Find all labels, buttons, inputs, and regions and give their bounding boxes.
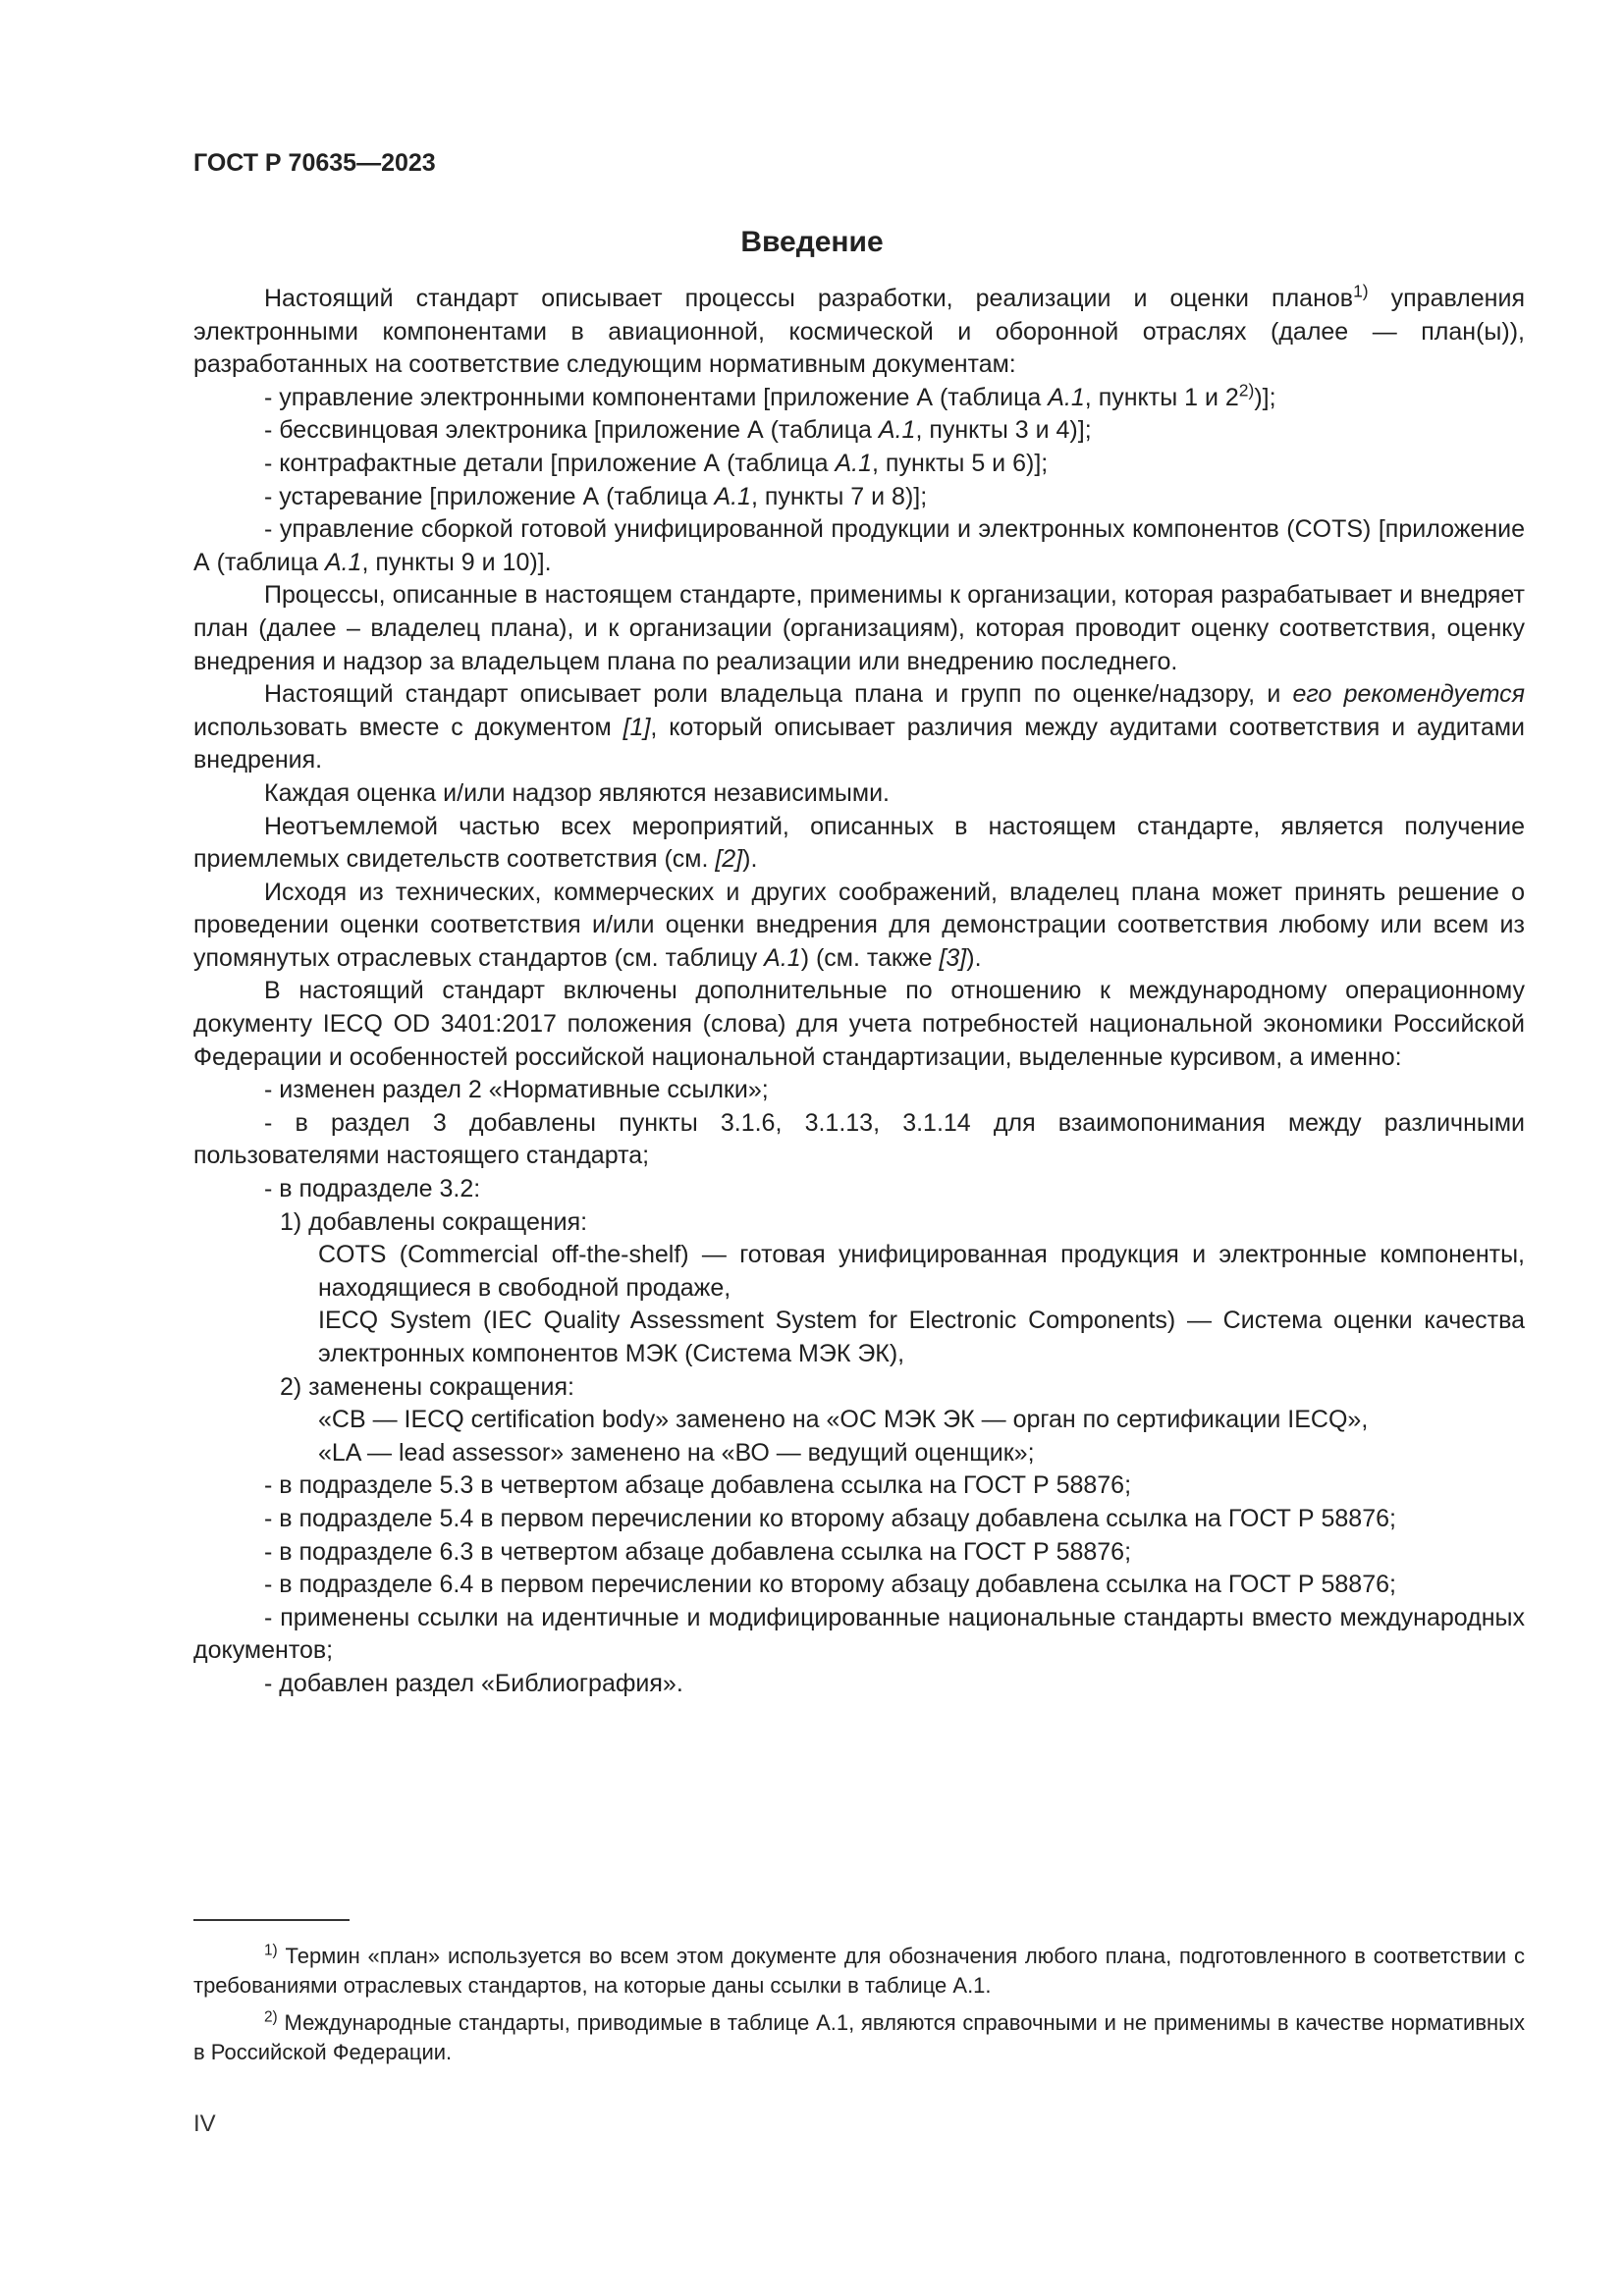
change-item: - в подразделе 5.4 в первом перечислении ко второму абзацу добавлена ссылка на ГОСТ Р 58876; xyxy=(264,1504,1396,1532)
list-item: - устаревание [приложение А (таблица А.1, пункты 7 и 8)]; xyxy=(264,482,928,510)
paragraph: Каждая оценка и/или надзор являются независимыми. xyxy=(264,778,890,807)
abbreviation-entry: IECQ System (IEC Quality Assessment System for Electronic Components) — Система оценки качества электронных компонентов МЭК (Система МЭК ЭК), xyxy=(318,1307,1525,1367)
section-title: Введение xyxy=(740,226,884,258)
table-ref: А.1 xyxy=(1048,383,1085,411)
list-item: - управление сборкой готовой унифицированной продукции и электронных компонентов (COTS) [приложение А (таблица А.1, пункты 9 и 10)]. xyxy=(193,515,1525,576)
footnote-mark: 1) xyxy=(264,1942,278,1959)
footnote: $^{2)}$ Международные стандарты, приводимые в таблице А.1, являются справочными и не применимы в качестве нормативных в Российской Федерации. xyxy=(193,2008,1525,2064)
change-item: - в подразделе 6.3 в четвертом абзаце добавлена ссылка на ГОСТ Р 58876; xyxy=(264,1537,1132,1566)
list-item: - контрафактные детали [приложение А (таблица А.1, пункты 5 и 6)]; xyxy=(264,449,1049,477)
footnotes xyxy=(193,1942,1525,2075)
paragraph: В настоящий стандарт включены дополнительные по отношению к международному операционному документу IECQ OD 3401:2017 положения (слова) для учета потребностей национальной экономики Российской Федерации и особенностей российской национальной стандартизации, выделенные курсивом, а именно: xyxy=(193,977,1525,1071)
paragraph: Исходя из технических, коммерческих и других соображений, владелец плана может принять решение о проведении оценки соответствия и/или оценки внедрения для демонстрации соответствия любому или всем из упомянутых отраслевых стандартов (см. таблицу А.1) (см. также [3]). xyxy=(193,878,1525,972)
change-item: - добавлен раздел «Библиография». xyxy=(264,1669,683,1697)
footnote-ref[interactable]: 1) xyxy=(1353,281,1369,301)
page-number: IV xyxy=(193,2110,216,2137)
change-item: - в раздел 3 добавлены пункты 3.1.6, 3.1.13, 3.1.14 для взаимопонимания между различными пользователями настоящего стандарта; xyxy=(193,1108,1525,1170)
change-item: - применены ссылки на идентичные и модифицированные национальные стандарты вместо международных документов; xyxy=(193,1603,1525,1665)
footnote: $^{1)}$ Термин «план» используется во всем этом документе для обозначения любого плана, подготовленного в соответствии с требованиями отраслевых стандартов, на которые даны ссылки в таблице А.1. xyxy=(193,1942,1525,1998)
change-item: - в подразделе 6.4 в первом перечислении ко второму абзацу добавлена ссылка на ГОСТ Р 58876; xyxy=(264,1571,1396,1599)
table-ref: А.1 xyxy=(835,449,873,477)
table-ref: А.1 xyxy=(878,416,916,445)
paragraph: Настоящий стандарт описывает роли владельца плана и групп по оценке/надзору, и его рекомендуется использовать вместе с документом [1], который описывает различия между аудитами соответствия и аудитами внедрения. xyxy=(193,680,1525,774)
bibliography-ref: [2] xyxy=(715,845,743,874)
footnote-separator xyxy=(193,1919,350,1921)
footnote-mark: 2) xyxy=(264,2008,278,2026)
sub-item: 1) добавлены сокращения: xyxy=(280,1207,588,1236)
table-ref: А.1 xyxy=(764,943,801,972)
paragraph: Процессы, описанные в настоящем стандарте, применимы к организации, которая разрабатывает и внедряет план (далее – владелец плана), и к организации (организациям), которая проводит оценку соответствия, оценку внедрения и надзор за владельцем плана по реализации или внедрению последнего. xyxy=(193,581,1525,675)
abbreviation-entry: COTS (Commercial off-the-shelf) — готовая унифицированная продукция и электронные компоненты, находящиеся в свободной продаже, xyxy=(318,1241,1525,1302)
intro-paragraph: Настоящий стандарт описывает процессы разработки, реализации и оценки планов$^{1)}$ управления электронными компонентами в авиационной, космической и оборонной отраслях (далее — план(ы)), разработанных на соответствие следующим нормативным документам: xyxy=(193,281,1525,379)
table-ref: А.1 xyxy=(324,548,362,576)
paragraph: Неотъемлемой частью всех мероприятий, описанных в настоящем стандарте, является получение приемлемых свидетельств соответствия (см. [2]). xyxy=(193,812,1525,874)
list-item: - бессвинцовая электроника [приложение А (таблица А.1, пункты 3 и 4)]; xyxy=(264,416,1092,445)
change-item: - в подразделе 3.2: xyxy=(264,1175,481,1203)
abbreviation-entry: «LA — lead assessor» заменено на «ВО — ведущий оценщик»; xyxy=(318,1438,1035,1467)
bibliography-ref: [3] xyxy=(939,943,967,972)
abbreviation-entry: «CB — IECQ certification body» заменено на «ОС МЭК ЭК — орган по сертификации IECQ», xyxy=(318,1406,1369,1434)
sub-item: 2) заменены сокращения: xyxy=(280,1372,574,1401)
change-item: - изменен раздел 2 «Нормативные ссылки»; xyxy=(264,1076,769,1104)
introduction-body xyxy=(193,283,1525,1701)
footnote-ref[interactable]: 2) xyxy=(1238,380,1255,400)
table-ref: А.1 xyxy=(714,482,751,510)
standard-code-header: ГОСТ Р 70635—2023 xyxy=(193,149,436,177)
change-item: - в подразделе 5.3 в четвертом абзаце добавлена ссылка на ГОСТ Р 58876; xyxy=(264,1471,1132,1500)
list-item: - управление электронными компонентами [приложение А (таблица А.1, пункты 1 и 2$^{2)}$)]; xyxy=(264,380,1276,411)
bibliography-ref: [1] xyxy=(623,713,651,741)
